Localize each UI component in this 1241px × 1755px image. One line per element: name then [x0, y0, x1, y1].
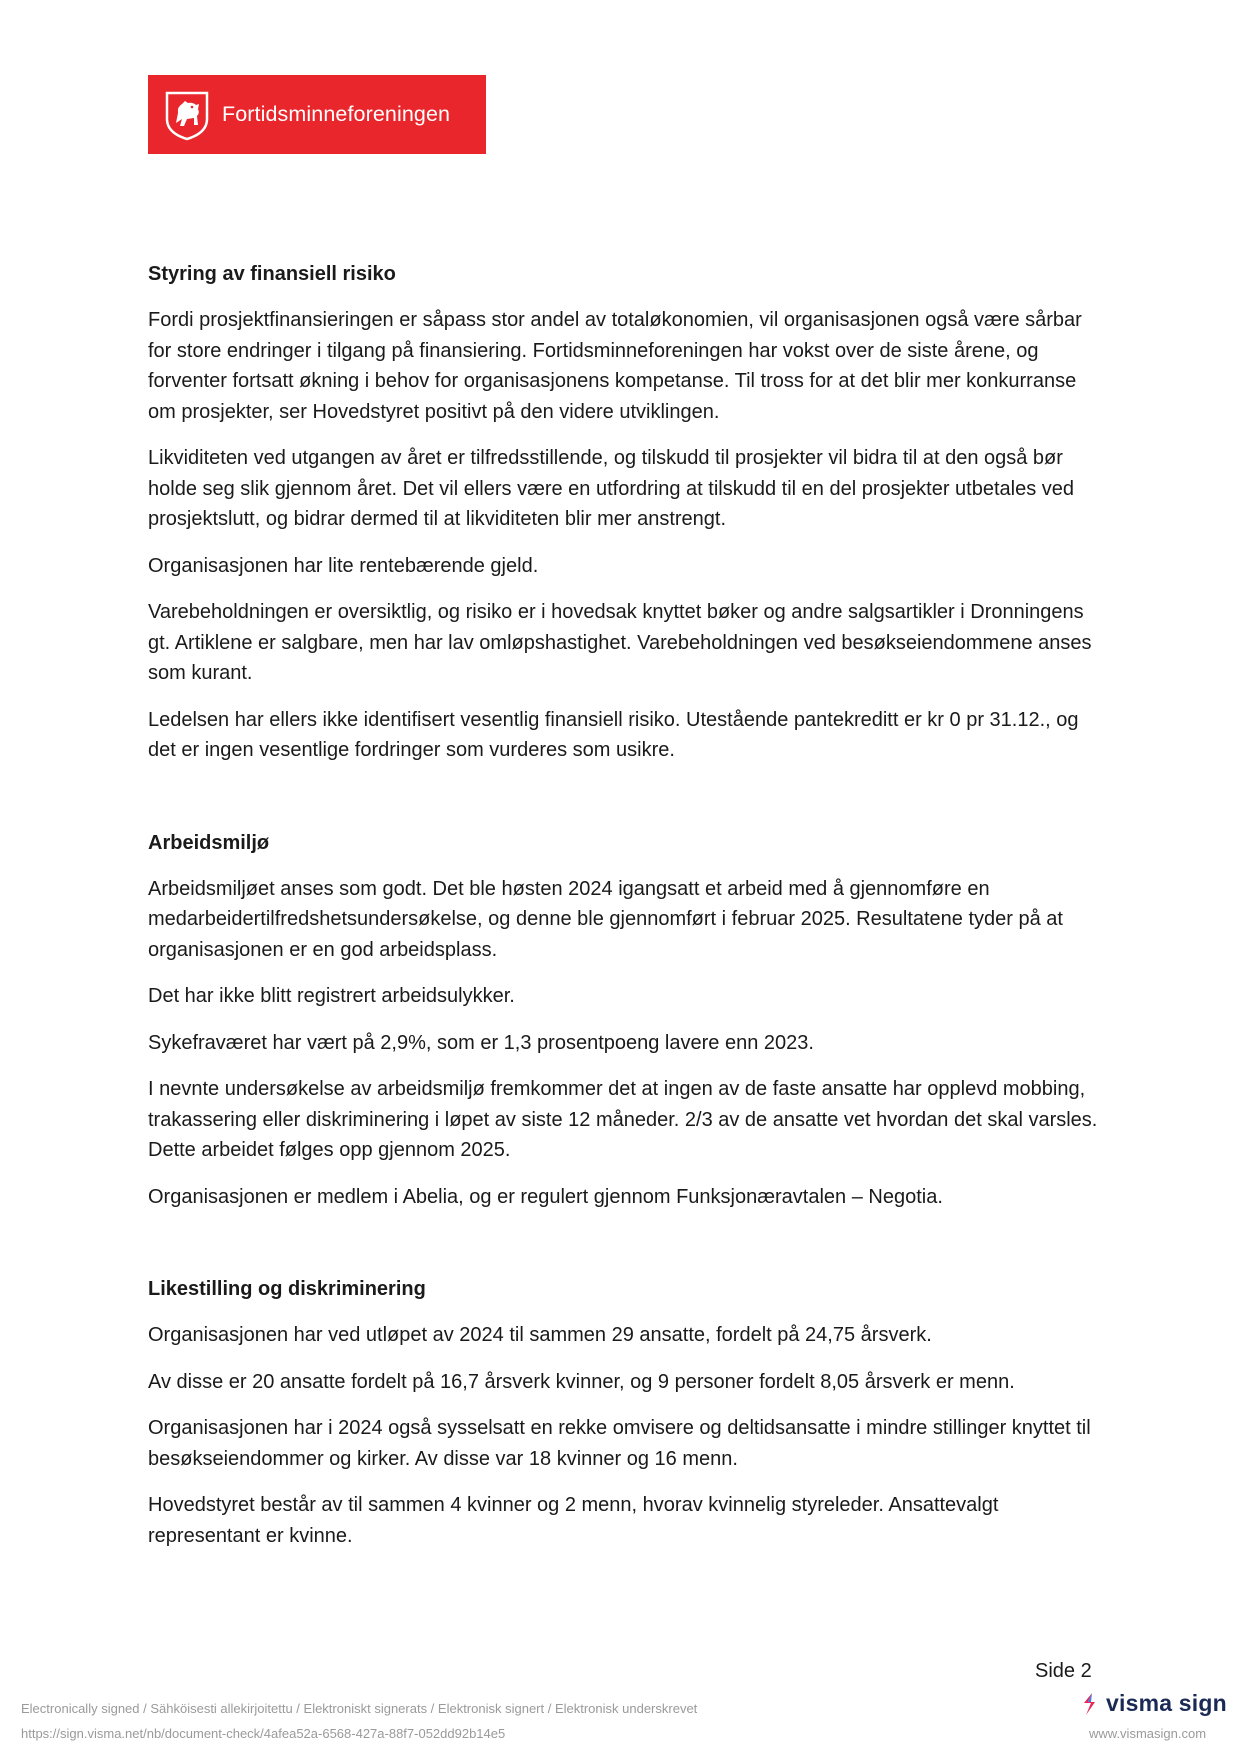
visma-site-link[interactable]: www.vismasign.com — [1089, 1726, 1207, 1741]
paragraph: Arbeidsmiljøet anses som godt. Det ble høsten 2024 igangsatt et arbeid med å gjennomføre en medarbeidertilfredshetsundersøkelse, og denne ble gjennomført i februar 2025. Resultatene tyder på at organisasjonen er en god arbeidsplass. — [148, 877, 1063, 961]
paragraph: Organisasjonen har ved utløpet av 2024 til sammen 29 ansatte, fordelt på 24,75 årsverk. — [148, 1324, 932, 1346]
horse-emblem-icon — [161, 87, 213, 143]
paragraph: Ledelsen har ellers ikke identifisert vesentlig finansiell risiko. Utestående pantekreditt er kr 0 pr 31.12., og det er ingen vesentlige fordringer som vurderes som usikre. — [148, 708, 1079, 761]
logo-wordmark: Fortidsminneforeningen — [222, 102, 451, 126]
paragraph: I nevnte undersøkelse av arbeidsmiljø fremkommer det at ingen av de faste ansatte har opplevd mobbing, trakassering eller diskriminering i løpet av siste 12 måneder. 2/3 av de ansatte vet hvordan det skal varsles. Dette arbeidet følges opp gjennom 2025. — [148, 1078, 1098, 1161]
section-heading: Arbeidsmiljø — [148, 831, 270, 854]
section-heading: Likestilling og diskriminering — [148, 1278, 426, 1300]
paragraph: Likviditeten ved utgangen av året er tilfredsstillende, og tilskudd til prosjekter vil bidra til at den også bør holde seg slik gjennom året. Det vil ellers være en utfordring at tilskudd til en del prosjekter utbetales ved prosjektslutt, og bidrar dermed til at likviditeten blir mer anstrengt. — [148, 447, 1075, 530]
paragraph: Sykefraværet har vært på 2,9%, som er 1,3 prosentpoeng lavere enn 2023. — [148, 1031, 814, 1054]
page-number: Side 2 — [1035, 1660, 1092, 1682]
paragraph: Varebeholdningen er oversiktlig, og risiko er i hovedsak knyttet bøker og andre salgsartikler i Dronningens gt. Artiklene er salgbare, men har lav omløpshastighet. Varebeholdningen ved besøkseiendommene anses som kurant. — [148, 601, 1092, 684]
paragraph: Organisasjonen er medlem i Abelia, og er regulert gjennom Funksjonæravtalen – Negotia. — [148, 1185, 943, 1208]
paragraph: Fordi prosjektfinansieringen er såpass stor andel av totaløkonomien, vil organisasjonen også være sårbar for store endringer i tilgang på finansiering. Fortidsminneforeningen har vokst over de siste årene, og forventer fortsatt økning i behov for organisasjonens kompetanse. Til tross for at det blir mer konkurranse om prosjekter, ser Hovedstyret positivt på den videre utviklingen. — [148, 309, 1082, 423]
visma-sign-wordmark: visma sign — [1106, 1690, 1227, 1716]
signature-notice: Electronically signed / Sähköisesti allekirjoitettu / Elektroniskt signerats / Elektronisk signert / Elektronisk underskrevet — [21, 1701, 698, 1716]
paragraph: Av disse er 20 ansatte fordelt på 16,7 årsverk kvinner, og 9 personer fordelt 8,05 årsverk er menn. — [148, 1370, 1015, 1393]
section-work-environment — [148, 828, 1108, 1213]
visma-sign-logo — [1078, 1690, 1227, 1717]
section-heading: Styring av finansiell risiko — [148, 263, 396, 285]
paragraph: Organisasjonen har lite rentebærende gjeld. — [148, 554, 539, 577]
document-body — [148, 259, 1108, 1567]
section-equality — [148, 1274, 1108, 1551]
fortidsminneforeningen-logo — [148, 75, 486, 154]
section-financial-risk — [148, 259, 1108, 766]
paragraph: Hovedstyret består av til sammen 4 kvinner og 2 menn, hvorav kvinnelig styreleder. Ansattevalgt representant er kvinne. — [148, 1494, 999, 1547]
paragraph: Det har ikke blitt registrert arbeidsulykker. — [148, 985, 515, 1007]
document-check-link[interactable]: https://sign.visma.net/nb/document-check/4afea52a-6568-427a-88f7-052dd92b14e5 — [21, 1726, 506, 1741]
paragraph: Organisasjonen har i 2024 også sysselsatt en rekke omvisere og deltidsansatte i mindre stillinger knyttet til besøkseiendommer og kirker. Av disse var 18 kvinner og 16 menn. — [148, 1417, 1091, 1470]
visma-mark-icon — [1078, 1691, 1100, 1717]
